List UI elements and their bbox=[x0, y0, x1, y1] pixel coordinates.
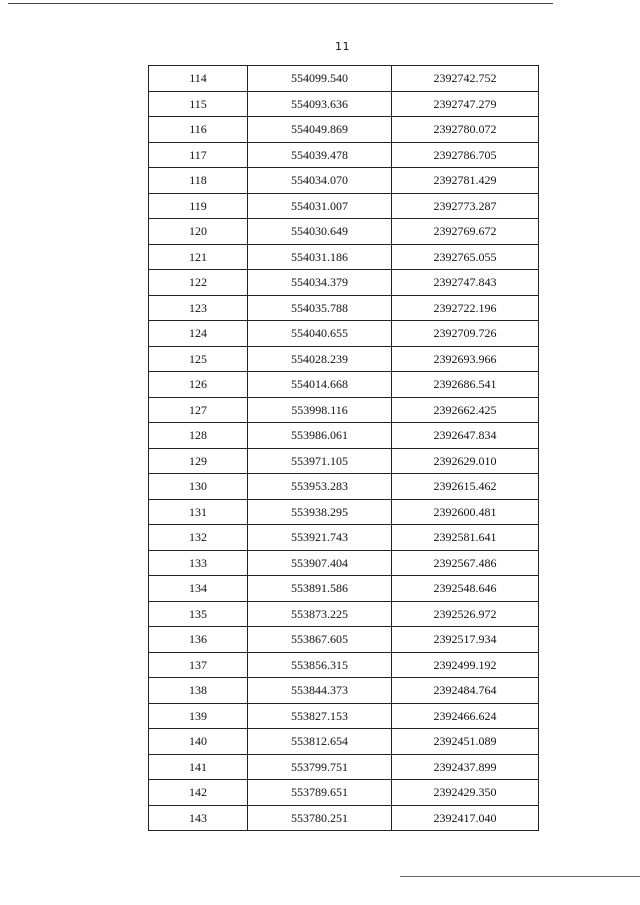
x-coordinate-cell: 553986.061 bbox=[248, 423, 392, 449]
table-row bbox=[149, 295, 539, 321]
x-coordinate-cell: 554014.668 bbox=[248, 372, 392, 398]
point-number-cell: 136 bbox=[149, 627, 248, 653]
x-coordinate-cell: 553873.225 bbox=[248, 601, 392, 627]
y-coordinate-cell: 2392709.726 bbox=[392, 321, 539, 347]
y-coordinate-cell: 2392451.089 bbox=[392, 729, 539, 755]
x-coordinate-cell: 553938.295 bbox=[248, 499, 392, 525]
y-coordinate-cell: 2392429.350 bbox=[392, 780, 539, 806]
point-number-cell: 124 bbox=[149, 321, 248, 347]
table-row bbox=[149, 372, 539, 398]
page-number: 11 bbox=[335, 40, 350, 53]
table-row bbox=[149, 346, 539, 372]
y-coordinate-cell: 2392662.425 bbox=[392, 397, 539, 423]
y-coordinate-cell: 2392747.843 bbox=[392, 270, 539, 296]
point-number-cell: 139 bbox=[149, 703, 248, 729]
x-coordinate-cell: 554049.869 bbox=[248, 117, 392, 143]
point-number-cell: 143 bbox=[149, 805, 248, 831]
y-coordinate-cell: 2392769.672 bbox=[392, 219, 539, 245]
point-number-cell: 123 bbox=[149, 295, 248, 321]
table-row bbox=[149, 321, 539, 347]
x-coordinate-cell: 553867.605 bbox=[248, 627, 392, 653]
table-row bbox=[149, 780, 539, 806]
point-number-cell: 121 bbox=[149, 244, 248, 270]
table-row bbox=[149, 499, 539, 525]
y-coordinate-cell: 2392773.287 bbox=[392, 193, 539, 219]
x-coordinate-cell: 554034.379 bbox=[248, 270, 392, 296]
point-number-cell: 119 bbox=[149, 193, 248, 219]
table-row bbox=[149, 270, 539, 296]
x-coordinate-cell: 553844.373 bbox=[248, 678, 392, 704]
point-number-cell: 126 bbox=[149, 372, 248, 398]
x-coordinate-cell: 553856.315 bbox=[248, 652, 392, 678]
point-number-cell: 133 bbox=[149, 550, 248, 576]
table-row bbox=[149, 219, 539, 245]
table-row bbox=[149, 805, 539, 831]
point-number-cell: 122 bbox=[149, 270, 248, 296]
x-coordinate-cell: 553921.743 bbox=[248, 525, 392, 551]
table-row bbox=[149, 678, 539, 704]
x-coordinate-cell: 554030.649 bbox=[248, 219, 392, 245]
point-number-cell: 115 bbox=[149, 91, 248, 117]
point-number-cell: 132 bbox=[149, 525, 248, 551]
point-number-cell: 142 bbox=[149, 780, 248, 806]
x-coordinate-cell: 554093.636 bbox=[248, 91, 392, 117]
y-coordinate-cell: 2392466.624 bbox=[392, 703, 539, 729]
x-coordinate-cell: 554031.007 bbox=[248, 193, 392, 219]
x-coordinate-cell: 553907.404 bbox=[248, 550, 392, 576]
y-coordinate-cell: 2392693.966 bbox=[392, 346, 539, 372]
x-coordinate-cell: 554099.540 bbox=[248, 66, 392, 92]
coordinate-table-body bbox=[149, 66, 539, 831]
table-row bbox=[149, 91, 539, 117]
y-coordinate-cell: 2392742.752 bbox=[392, 66, 539, 92]
table-row bbox=[149, 729, 539, 755]
y-coordinate-cell: 2392615.462 bbox=[392, 474, 539, 500]
table-row bbox=[149, 525, 539, 551]
point-number-cell: 125 bbox=[149, 346, 248, 372]
y-coordinate-cell: 2392548.646 bbox=[392, 576, 539, 602]
x-coordinate-cell: 553971.105 bbox=[248, 448, 392, 474]
y-coordinate-cell: 2392567.486 bbox=[392, 550, 539, 576]
table-row bbox=[149, 754, 539, 780]
point-number-cell: 120 bbox=[149, 219, 248, 245]
x-coordinate-cell: 553998.116 bbox=[248, 397, 392, 423]
table-row bbox=[149, 244, 539, 270]
y-coordinate-cell: 2392600.481 bbox=[392, 499, 539, 525]
y-coordinate-cell: 2392647.834 bbox=[392, 423, 539, 449]
point-number-cell: 127 bbox=[149, 397, 248, 423]
point-number-cell: 114 bbox=[149, 66, 248, 92]
table-row bbox=[149, 117, 539, 143]
y-coordinate-cell: 2392581.641 bbox=[392, 525, 539, 551]
point-number-cell: 129 bbox=[149, 448, 248, 474]
y-coordinate-cell: 2392484.764 bbox=[392, 678, 539, 704]
point-number-cell: 138 bbox=[149, 678, 248, 704]
y-coordinate-cell: 2392517.934 bbox=[392, 627, 539, 653]
table-row bbox=[149, 448, 539, 474]
x-coordinate-cell: 554034.070 bbox=[248, 168, 392, 194]
point-number-cell: 130 bbox=[149, 474, 248, 500]
y-coordinate-cell: 2392765.055 bbox=[392, 244, 539, 270]
y-coordinate-cell: 2392526.972 bbox=[392, 601, 539, 627]
coordinate-table bbox=[148, 65, 539, 831]
x-coordinate-cell: 554039.478 bbox=[248, 142, 392, 168]
x-coordinate-cell: 553789.651 bbox=[248, 780, 392, 806]
table-row bbox=[149, 193, 539, 219]
x-coordinate-cell: 553812.654 bbox=[248, 729, 392, 755]
y-coordinate-cell: 2392499.192 bbox=[392, 652, 539, 678]
point-number-cell: 137 bbox=[149, 652, 248, 678]
y-coordinate-cell: 2392747.279 bbox=[392, 91, 539, 117]
point-number-cell: 135 bbox=[149, 601, 248, 627]
x-coordinate-cell: 553780.251 bbox=[248, 805, 392, 831]
top-rule bbox=[8, 3, 553, 4]
table-row bbox=[149, 142, 539, 168]
table-row bbox=[149, 576, 539, 602]
table-row bbox=[149, 652, 539, 678]
x-coordinate-cell: 554040.655 bbox=[248, 321, 392, 347]
y-coordinate-cell: 2392686.541 bbox=[392, 372, 539, 398]
y-coordinate-cell: 2392629.010 bbox=[392, 448, 539, 474]
x-coordinate-cell: 553827.153 bbox=[248, 703, 392, 729]
point-number-cell: 140 bbox=[149, 729, 248, 755]
point-number-cell: 131 bbox=[149, 499, 248, 525]
table-row bbox=[149, 703, 539, 729]
table-row bbox=[149, 550, 539, 576]
x-coordinate-cell: 554031.186 bbox=[248, 244, 392, 270]
table-row bbox=[149, 601, 539, 627]
table-row bbox=[149, 474, 539, 500]
x-coordinate-cell: 553799.751 bbox=[248, 754, 392, 780]
bottom-rule bbox=[400, 876, 640, 877]
table-row bbox=[149, 66, 539, 92]
point-number-cell: 134 bbox=[149, 576, 248, 602]
x-coordinate-cell: 553953.283 bbox=[248, 474, 392, 500]
point-number-cell: 141 bbox=[149, 754, 248, 780]
y-coordinate-cell: 2392722.196 bbox=[392, 295, 539, 321]
point-number-cell: 116 bbox=[149, 117, 248, 143]
y-coordinate-cell: 2392786.705 bbox=[392, 142, 539, 168]
x-coordinate-cell: 553891.586 bbox=[248, 576, 392, 602]
y-coordinate-cell: 2392417.040 bbox=[392, 805, 539, 831]
point-number-cell: 118 bbox=[149, 168, 248, 194]
point-number-cell: 117 bbox=[149, 142, 248, 168]
y-coordinate-cell: 2392437.899 bbox=[392, 754, 539, 780]
x-coordinate-cell: 554035.788 bbox=[248, 295, 392, 321]
table-row bbox=[149, 168, 539, 194]
point-number-cell: 128 bbox=[149, 423, 248, 449]
y-coordinate-cell: 2392781.429 bbox=[392, 168, 539, 194]
table-row bbox=[149, 627, 539, 653]
y-coordinate-cell: 2392780.072 bbox=[392, 117, 539, 143]
x-coordinate-cell: 554028.239 bbox=[248, 346, 392, 372]
table-row bbox=[149, 423, 539, 449]
table-row bbox=[149, 397, 539, 423]
